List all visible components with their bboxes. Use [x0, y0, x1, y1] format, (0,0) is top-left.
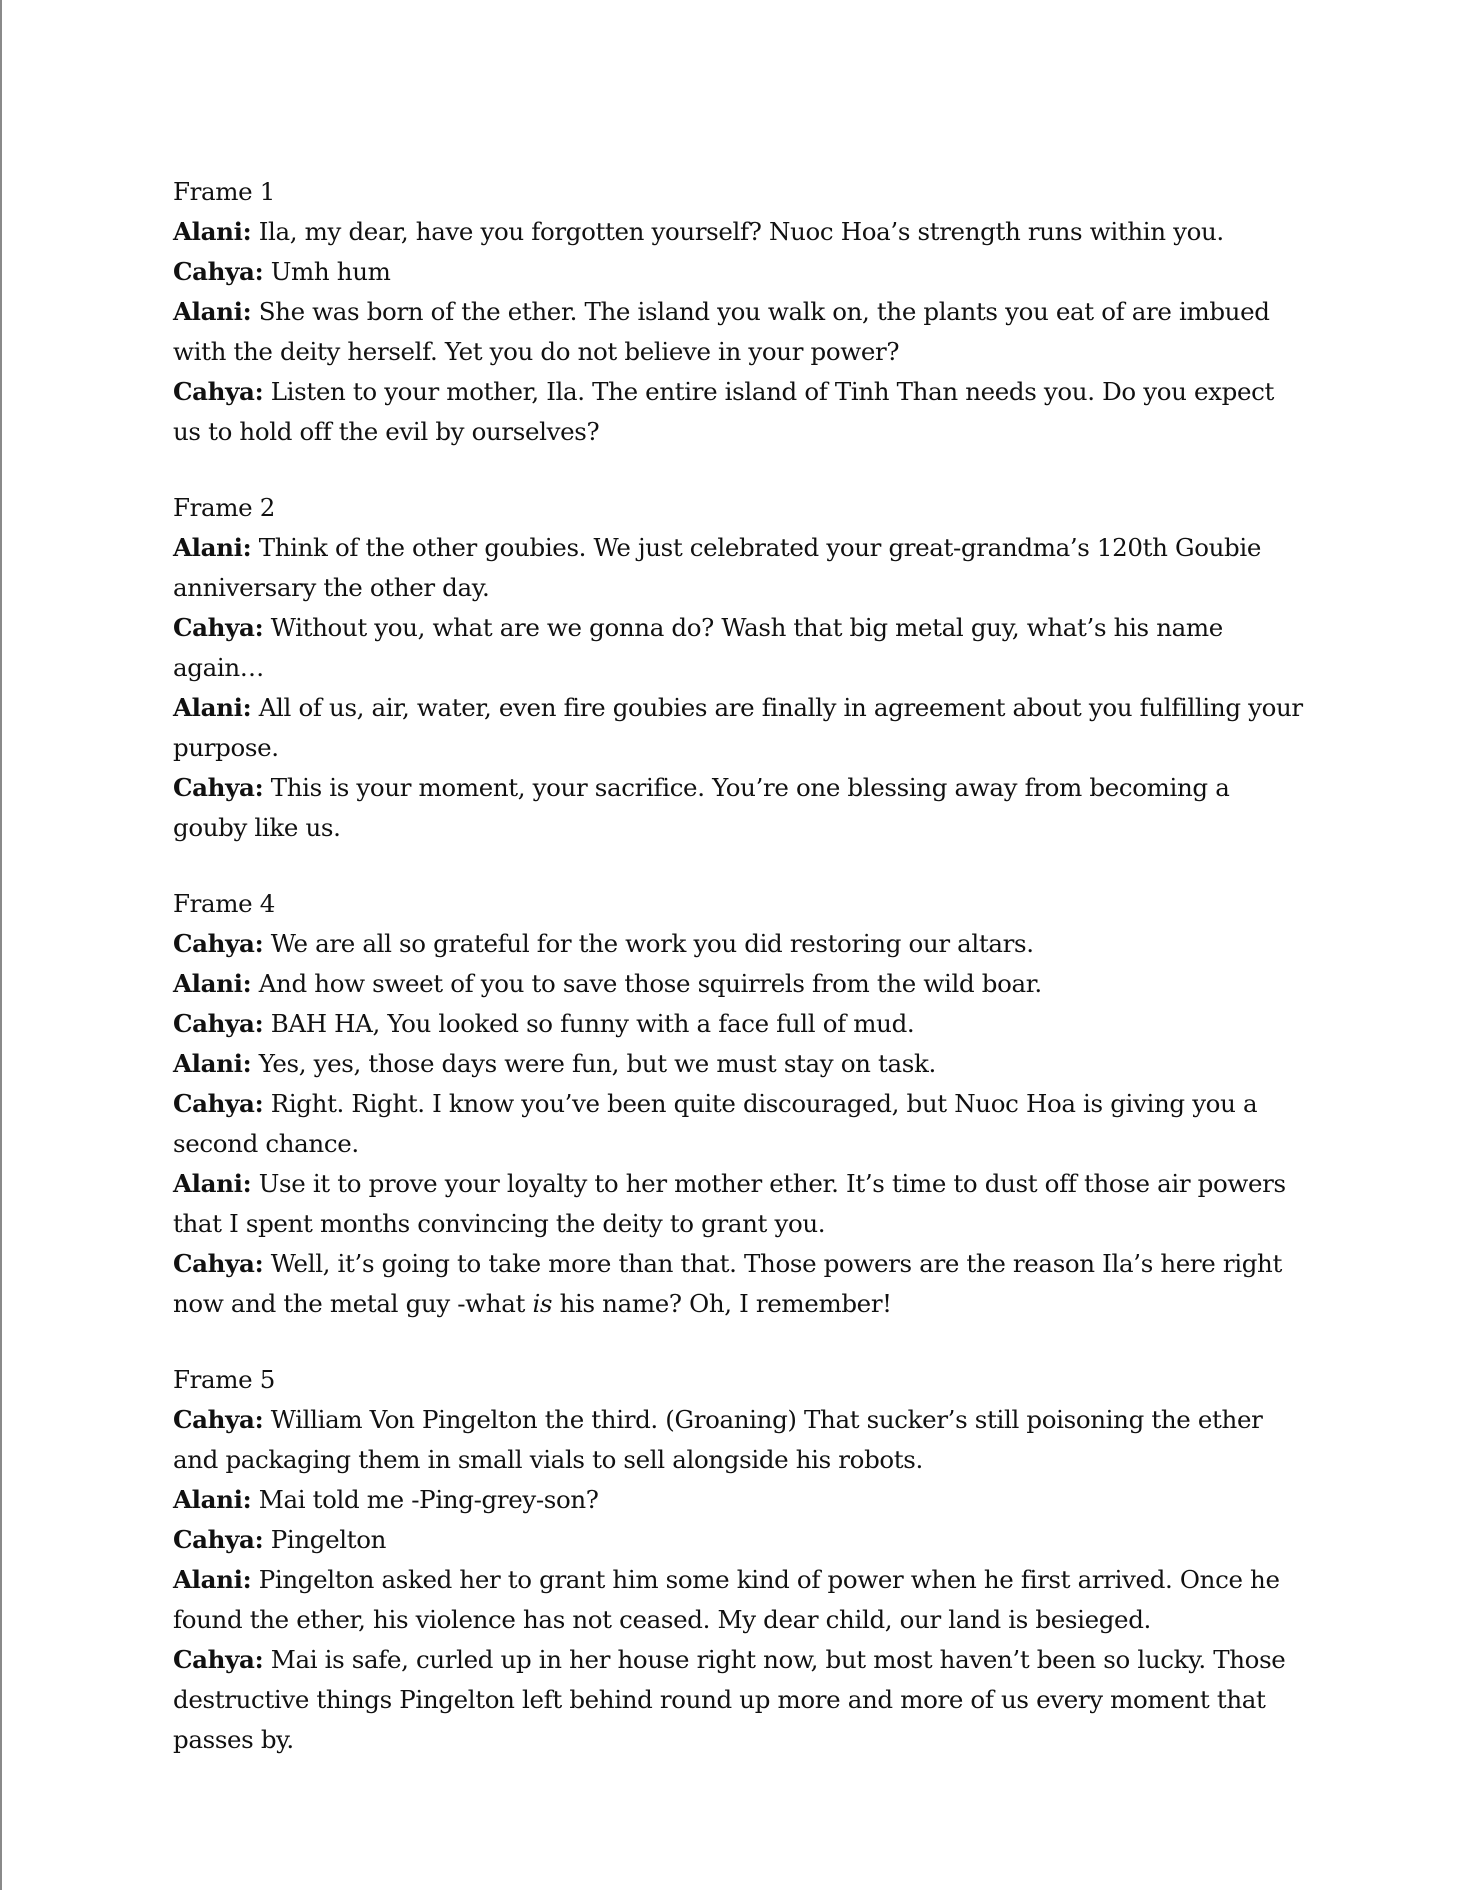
speaker-name: Alani — [173, 693, 243, 722]
dialogue-text: Use it to prove your loyalty to her mother ether. It’s time to dust off those air powers that I spent months convincing the deity to grant you. — [173, 1169, 1286, 1238]
dialogue-text: Without you, what are we gonna do? Wash that big metal guy, what’s his name again… — [173, 613, 1223, 682]
speaker-name: Alani — [173, 1169, 243, 1198]
dialogue-line: Alani: Use it to prove your loyalty to her mother ether. It’s time to dust off those air powers that I spent months convincing the deity to grant you. — [173, 1169, 1286, 1238]
dialogue-text: BAH HA, You looked so funny with a face full of mud. — [270, 1009, 915, 1038]
frame-1 — [173, 172, 1303, 452]
frame-title: Frame 5 — [173, 1365, 275, 1394]
dialogue-text: Pingelton asked her to grant him some kind of power when he first arrived. Once he found the ether, his violence has not ceased. My dear child, our land is besieged. — [173, 1565, 1280, 1634]
dialogue-text: And how sweet of you to save those squirrels from the wild boar. — [258, 969, 1042, 998]
frame-2 — [173, 488, 1303, 848]
speaker-name: Cahya — [173, 1009, 255, 1038]
dialogue-text: Pingelton — [270, 1525, 387, 1554]
dialogue-text: Listen to your mother, Ila. The entire island of Tinh Than needs you. Do you expect us to hold off the evil by ourselves? — [173, 377, 1274, 446]
frame-title: Frame 2 — [173, 493, 275, 522]
speaker-name: Cahya — [173, 1525, 255, 1554]
frame-title: Frame 1 — [173, 177, 275, 206]
dialogue-line: Cahya: William Von Pingelton the third. (Groaning) That sucker’s still poisoning the ether and packaging them in small vials to sell alongside his robots. — [173, 1405, 1263, 1474]
dialogue-line: Cahya: This is your moment, your sacrifice. You’re one blessing away from becoming a gouby like us. — [173, 773, 1230, 842]
speaker-name: Cahya — [173, 1645, 255, 1674]
frame-4 — [173, 884, 1303, 1324]
speaker-name: Cahya — [173, 613, 255, 642]
dialogue-text: Umh hum — [270, 257, 391, 286]
dialogue-text: This is your moment, your sacrifice. You’re one blessing away from becoming a gouby like us. — [173, 773, 1230, 842]
speaker-name: Cahya — [173, 1249, 255, 1278]
dialogue-line: Cahya: BAH HA, You looked so funny with a face full of mud. — [173, 1009, 915, 1038]
dialogue-line: Cahya: Umh hum — [173, 257, 391, 286]
speaker-name: Alani — [173, 1565, 243, 1594]
script-document — [173, 172, 1303, 1796]
dialogue-text: his name? Oh, I remember! — [552, 1289, 892, 1318]
dialogue-line: Alani: Ila, my dear, have you forgotten yourself? Nuoc Hoa’s strength runs within you. — [173, 217, 1224, 246]
dialogue-line: Alani: Think of the other goubies. We just celebrated your great-grandma’s 120th Goubie anniversary the other day. — [173, 533, 1262, 602]
speaker-name: Cahya — [173, 1405, 255, 1434]
dialogue-text: William Von Pingelton the third. (Groaning) That sucker’s still poisoning the ether and packaging them in small vials to sell alongside his robots. — [173, 1405, 1263, 1474]
dialogue-text: She was born of the ether. The island you walk on, the plants you eat of are imbued with the deity herself. Yet you do not believe in your power? — [173, 297, 1270, 366]
dialogue-line: Cahya: Pingelton — [173, 1525, 387, 1554]
dialogue-text: Think of the other goubies. We just celebrated your great-grandma’s 120th Goubie anniversary the other day. — [173, 533, 1262, 602]
speaker-name: Alani — [173, 533, 243, 562]
speaker-name: Alani — [173, 217, 243, 246]
dialogue-line: Cahya: Right. Right. I know you’ve been quite discouraged, but Nuoc Hoa is giving you a second chance. — [173, 1089, 1258, 1158]
dialogue-line: Alani: All of us, air, water, even fire goubies are finally in agreement about you fulfilling your purpose. — [173, 693, 1303, 762]
dialogue-line: Alani: Mai told me -Ping-grey-son? — [173, 1485, 599, 1514]
dialogue-text: All of us, air, water, even fire goubies are finally in agreement about you fulfilling your purpose. — [173, 693, 1303, 762]
dialogue-text: Mai told me -Ping-grey-son? — [258, 1485, 599, 1514]
speaker-name: Cahya — [173, 377, 255, 406]
dialogue-line: Cahya: Mai is safe, curled up in her house right now, but most haven’t been so lucky. Those destructive things Pingelton left behind round up more and more of us every moment that passes by. — [173, 1645, 1286, 1754]
dialogue-line: Alani: She was born of the ether. The island you walk on, the plants you eat of are imbued with the deity herself. Yet you do not believe in your power? — [173, 297, 1270, 366]
dialogue-text: Yes, yes, those days were fun, but we must stay on task. — [258, 1049, 936, 1078]
speaker-name: Cahya — [173, 773, 255, 802]
dialogue-line: Alani: Yes, yes, those days were fun, but we must stay on task. — [173, 1049, 936, 1078]
frame-5 — [173, 1360, 1303, 1760]
speaker-name: Alani — [173, 297, 243, 326]
dialogue-line: Cahya: Well, it’s going to take more than that. Those powers are the reason Ila’s here right now and the metal guy -what is his name? Oh, I remember! — [173, 1249, 1282, 1318]
page-edge — [0, 0, 2, 1890]
dialogue-line: Cahya: Listen to your mother, Ila. The entire island of Tinh Than needs you. Do you expect us to hold off the evil by ourselves? — [173, 377, 1274, 446]
speaker-name: Cahya — [173, 1089, 255, 1118]
dialogue-line: Cahya: We are all so grateful for the work you did restoring our altars. — [173, 929, 1034, 958]
dialogue-line: Cahya: Without you, what are we gonna do? Wash that big metal guy, what’s his name again… — [173, 613, 1223, 682]
dialogue-text: Ila, my dear, have you forgotten yourself? Nuoc Hoa’s strength runs within you. — [258, 217, 1224, 246]
frame-title: Frame 4 — [173, 889, 275, 918]
speaker-name: Cahya — [173, 929, 255, 958]
speaker-name: Alani — [173, 1049, 243, 1078]
emphasis-text: is — [532, 1289, 553, 1318]
dialogue-text: We are all so grateful for the work you did restoring our altars. — [270, 929, 1034, 958]
dialogue-text: Mai is safe, curled up in her house right now, but most haven’t been so lucky. Those destructive things Pingelton left behind round up more and more of us every moment that passes by. — [173, 1645, 1286, 1754]
dialogue-text: Well, it’s going to take more than that. Those powers are the reason Ila’s here right now and the metal guy -what — [173, 1249, 1282, 1318]
speaker-name: Alani — [173, 1485, 243, 1514]
dialogue-line: Alani: And how sweet of you to save those squirrels from the wild boar. — [173, 969, 1042, 998]
speaker-name: Alani — [173, 969, 243, 998]
dialogue-text: Right. Right. I know you’ve been quite discouraged, but Nuoc Hoa is giving you a second chance. — [173, 1089, 1258, 1158]
speaker-name: Cahya — [173, 257, 255, 286]
dialogue-line: Alani: Pingelton asked her to grant him some kind of power when he first arrived. Once he found the ether, his violence has not ceased. My dear child, our land is besieged. — [173, 1565, 1280, 1634]
